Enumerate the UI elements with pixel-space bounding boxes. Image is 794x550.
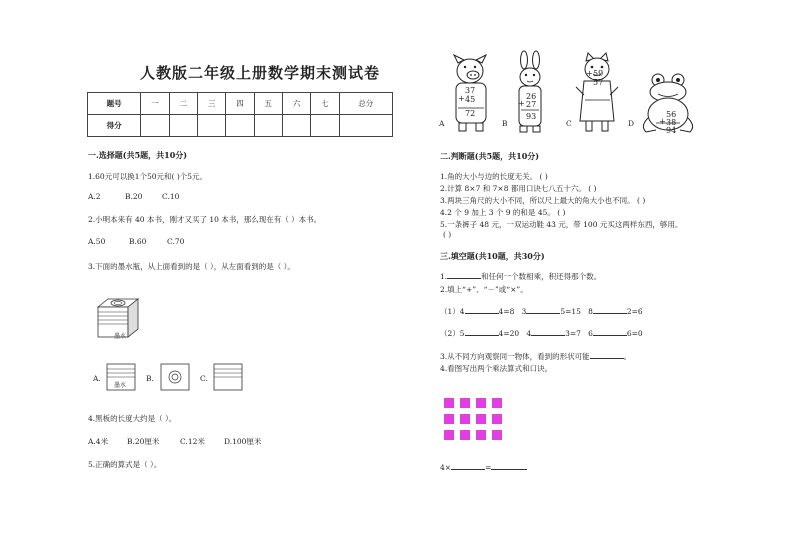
q1-option-b: B.20 — [125, 192, 143, 201]
view-side-figure — [214, 364, 242, 390]
fill-blank[interactable] — [447, 271, 481, 279]
sum-a-bottom: 45 — [465, 95, 476, 104]
grid-square — [444, 398, 454, 408]
judge-item-1: 1.角的大小与边的长度无关。 ( ) — [440, 172, 548, 181]
fill-blank[interactable] — [593, 306, 627, 314]
sum-d-result: 94 — [666, 126, 677, 135]
sum-b-bottom: 27 — [526, 100, 537, 109]
sum-d-top: 56 — [666, 110, 677, 119]
score-col: 一 — [141, 93, 169, 115]
fill-blank[interactable] — [465, 306, 499, 314]
score-header-label: 题号 — [88, 93, 141, 115]
sum-c-result: 57 — [593, 78, 604, 87]
score-col: 五 — [254, 93, 282, 115]
animal-label-c: C — [566, 119, 572, 128]
judge-item-5-paren: ( ) — [443, 230, 452, 239]
fill-blank[interactable] — [531, 328, 565, 336]
grid-square — [476, 398, 486, 408]
grid-square — [444, 430, 454, 440]
judge-item-4: 4.2 个 9 加上 3 个 9 的和是 45。 ( ) — [440, 208, 566, 217]
fill-row-2: （2）5 4=20 4 3=7 6 6=0 — [440, 329, 643, 338]
q3-text: 3.下面的墨水瓶，从上面看到的是（ ），从左面看到的是（ ）。 — [88, 262, 295, 271]
judge-item-5: 5.一条裤子 48 元，一双运动鞋 43 元，带 100 元买这两样东西，够用。 — [440, 220, 683, 229]
fill-q4: 4.看图写出两个乘法算式和口诀。 — [440, 364, 553, 373]
ink-label-small: 墨水 — [114, 382, 127, 389]
sum-d-plus: + — [659, 117, 666, 126]
score-cell — [339, 115, 392, 137]
score-cell — [254, 115, 282, 137]
q2-text: 2.小明本来有 40 本书，刚才又买了 10 本书，那么现在有（ ）本书。 — [88, 215, 322, 224]
sum-d-bottom: 38 — [666, 118, 677, 127]
grid-square — [444, 414, 454, 424]
cat-icon — [574, 55, 620, 139]
fill-blank[interactable] — [593, 328, 627, 336]
grid-square — [476, 414, 486, 424]
score-cell — [311, 115, 339, 137]
q4-option-a: A.4米 — [88, 437, 109, 446]
score-cell — [282, 115, 310, 137]
sum-b-plus: + — [518, 99, 525, 108]
grid-square — [460, 430, 470, 440]
fill-q2: 2.填上“+”、“－”或“×”。 — [440, 285, 528, 294]
q4-option-d: D.100厘米 — [224, 437, 262, 446]
grid-square — [492, 430, 502, 440]
ink-label: 墨水 — [114, 333, 127, 340]
animal-label-d: D — [628, 119, 635, 128]
q3-option-b: B. — [146, 374, 154, 383]
fill-q1: 1. 和任何一个数相乘，积还得那个数。 — [440, 272, 602, 281]
grid-square — [460, 414, 470, 424]
q1-text: 1.60元可以换1个50元和( )个5元。 — [88, 172, 208, 181]
sum-a-top: 37 — [465, 86, 476, 95]
fill-blank[interactable] — [526, 306, 560, 314]
grid-square — [460, 398, 470, 408]
q2-option-b: B.60 — [129, 237, 147, 246]
score-col: 四 — [226, 93, 254, 115]
view-top-figure — [161, 364, 189, 390]
fill-row-1: （1）4 4=8 3 5=15 8 2=6 — [440, 307, 643, 316]
q4-option-b: B.20厘米 — [127, 437, 160, 446]
score-cell — [169, 115, 197, 137]
fill-blank[interactable] — [465, 328, 499, 336]
grid-square — [492, 414, 502, 424]
score-col: 六 — [282, 93, 310, 115]
formula-line: 4× = — [440, 462, 527, 472]
q2-option-a: A.50 — [88, 237, 106, 246]
fill-q3: 3.从不同方向观察同一物体，看到的形状可能 。 — [440, 352, 632, 361]
score-col: 二 — [169, 93, 197, 115]
q1-option-a: A.2 — [88, 192, 101, 201]
sum-c-top: 59 — [593, 69, 604, 78]
score-col: 三 — [197, 93, 225, 115]
score-cell — [226, 115, 254, 137]
q1-option-c: C.10 — [162, 192, 180, 201]
section3-heading: 三.填空题(共10题，共30分) — [440, 251, 545, 261]
animal-label-b: B — [502, 119, 508, 128]
q2-option-c: C.70 — [167, 237, 185, 246]
score-table — [87, 92, 393, 137]
section1-heading: 一.选择题(共5题，共10分) — [88, 150, 188, 160]
score-cell — [197, 115, 225, 137]
page-title: 人教版二年级上册数学期末测试卷 — [140, 64, 381, 82]
score-col: 总分 — [339, 93, 392, 115]
animal-label-a: A — [439, 119, 445, 128]
score-cell — [141, 115, 169, 137]
q4-option-c: C.12米 — [180, 437, 205, 446]
fill-blank[interactable] — [590, 351, 624, 359]
judge-item-3: 3.两块三角尺的大小不同，所以尺上最大的角大小也不同。 ( ) — [440, 196, 646, 205]
sum-a-plus: + — [458, 94, 465, 103]
q4-text: 4.黑板的长度大约是（ ）。 — [88, 414, 177, 423]
judge-item-2: 2.计算 8×7 和 7×8 都用口诀七八五十六。 ( ) — [440, 184, 597, 193]
sum-b-top: 26 — [526, 92, 537, 101]
section2-heading: 二.判断题(共5题，共10分) — [440, 151, 540, 161]
grid-square — [476, 430, 486, 440]
score-row-label: 得分 — [88, 115, 141, 137]
sum-a-result: 72 — [465, 109, 476, 118]
fill-blank[interactable] — [491, 462, 527, 470]
grid-square — [492, 398, 502, 408]
fill-blank[interactable] — [451, 462, 485, 470]
q5-text: 5.正确的算式是（ ）。 — [88, 460, 162, 469]
sum-b-result: 93 — [526, 112, 537, 121]
sum-c-plus: + — [586, 69, 593, 78]
score-col: 七 — [311, 93, 339, 115]
q3-option-c: C. — [200, 374, 208, 383]
q3-option-a: A. — [93, 374, 101, 383]
